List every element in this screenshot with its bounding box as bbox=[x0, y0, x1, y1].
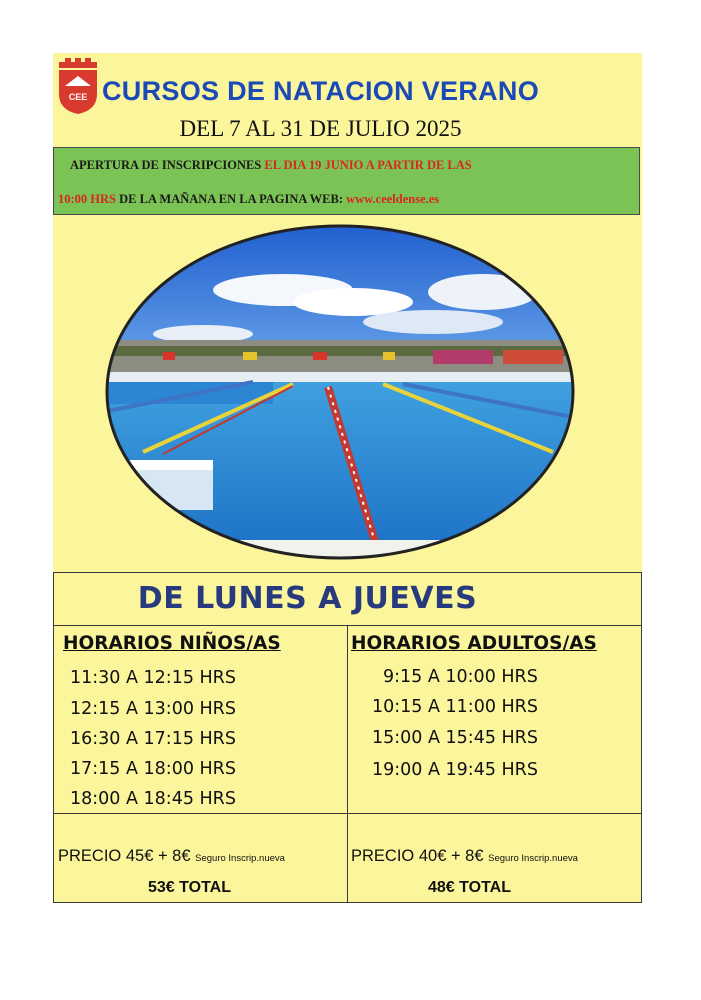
price-divider bbox=[54, 813, 641, 814]
adults-total: 48€ TOTAL bbox=[428, 879, 511, 896]
registration-web-text: DE LA MAÑANA EN LA PAGINA WEB: bbox=[119, 192, 343, 206]
crest-text: CEE bbox=[68, 92, 88, 102]
adults-time-slot: 9:15 A 10:00 HRS bbox=[383, 667, 538, 687]
schedule-table bbox=[53, 572, 642, 903]
kids-total: 53€ TOTAL bbox=[148, 879, 231, 896]
kids-time-slot: 11:30 A 12:15 HRS bbox=[70, 668, 236, 688]
registration-time: 10:00 HRS bbox=[58, 192, 116, 206]
kids-schedule-heading: HORARIOS NIÑOS/AS bbox=[63, 633, 281, 654]
kids-price bbox=[58, 847, 285, 866]
column-divider bbox=[347, 625, 348, 903]
adults-time-slot: 19:00 A 19:45 HRS bbox=[372, 760, 538, 780]
page-title: CURSOS DE NATACION VERANO bbox=[102, 76, 540, 106]
adults-price-amount: PRECIO 40€ + 8€ bbox=[351, 847, 484, 865]
registration-opening: APERTURA DE INSCRIPCIONES bbox=[70, 158, 262, 172]
registration-line-1 bbox=[70, 158, 472, 173]
registration-banner bbox=[53, 147, 640, 215]
adults-price bbox=[351, 847, 578, 866]
adults-schedule-heading: HORARIOS ADULTOS/AS bbox=[351, 633, 597, 654]
registration-line-2 bbox=[58, 192, 439, 207]
website-link[interactable]: www.ceeldense.es bbox=[346, 192, 440, 206]
adults-time-slot: 15:00 A 15:45 HRS bbox=[372, 728, 538, 748]
kids-price-note: Seguro Inscrip.nueva bbox=[195, 853, 285, 864]
kids-time-slot: 16:30 A 17:15 HRS bbox=[70, 729, 236, 749]
kids-price-amount: PRECIO 45€ + 8€ bbox=[58, 847, 191, 865]
kids-time-slot: 12:15 A 13:00 HRS bbox=[70, 699, 236, 719]
adults-price-note: Seguro Inscrip.nueva bbox=[488, 853, 578, 864]
pool-photo bbox=[103, 222, 577, 562]
course-dates: DEL 7 AL 31 DE JULIO 2025 bbox=[179, 116, 462, 141]
schedule-days: DE LUNES A JUEVES bbox=[137, 581, 478, 616]
kids-time-slot: 18:00 A 18:45 HRS bbox=[70, 789, 236, 809]
registration-date: EL DIA 19 JUNIO A PARTIR DE LAS bbox=[264, 158, 472, 172]
club-crest-logo bbox=[55, 56, 101, 116]
adults-time-slot: 10:15 A 11:00 HRS bbox=[372, 697, 538, 717]
kids-time-slot: 17:15 A 18:00 HRS bbox=[70, 759, 236, 779]
schedule-days-row bbox=[54, 573, 641, 626]
